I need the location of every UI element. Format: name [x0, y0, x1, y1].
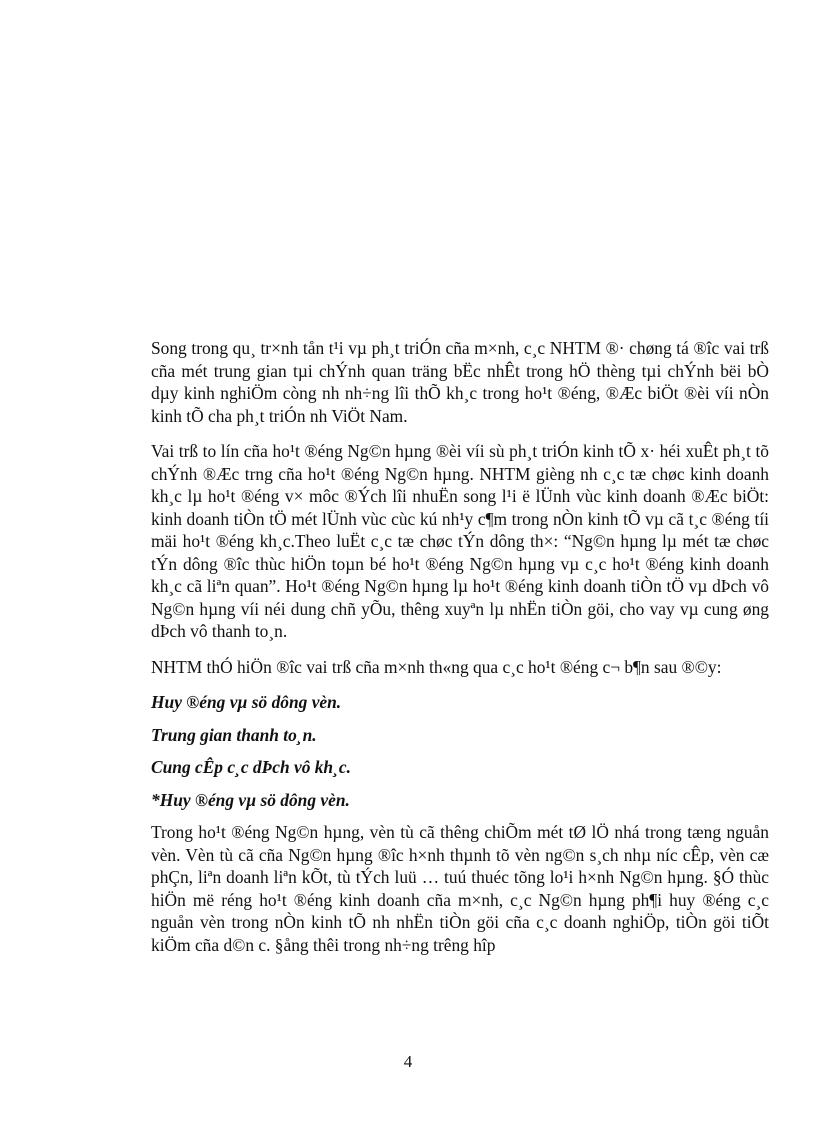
paragraph-4: Trong ho¹t ®éng Ng©n hµng, vèn tù cã thêng chiÕm mét tØ lÖ nhá trong tæng nguån vèn. Vèn tù cã cña Ng©n hµng ®îc h×nh thµnh tõ vèn ng©n s¸ch nhµ níc cÊp, vèn cæ phÇn, liªn doanh liªn kÕt, tù tÝch luü … tuú thuéc tõng lo¹i h×nh Ng©n hµng. §Ó thùc hiÖn më réng ho¹t ®éng kinh doanh cña m×nh, c¸c Ng©n hµng ph¶i huy ®éng c¸c nguån vèn trong nÒn kinh tÕ nh nhËn tiÒn göi cña c¸c doanh nghiÖp, tiÒn göi tiÕt kiÖm cña d©n c. §ång thêi trong nh÷ng trêng hîp — [151, 822, 769, 955]
page-number: 4 — [403, 1052, 413, 1071]
paragraph-3: NHTM thÓ hiÖn ®îc vai trß cña m×nh th«ng qua c¸c ho¹t ®éng c¬ b¶n sau ®©y: — [151, 656, 722, 677]
paragraph-1: Song trong qu¸ tr×nh tån t¹i vµ ph¸t triÓn cña m×nh, c¸c NHTM ®· chøng tá ®îc vai trß cña mét trung gian tµi chÝnh quan träng bËc nhÊt trong hÖ thèng tµi chÝnh bëi bÒ dµy kinh nghiÖm còng nh nh÷ng lîi thÕ kh¸c trong ho¹t ®éng, ®Æc biÖt ®èi víi nÒn kinh tÕ cha ph¸t triÓn nh ViÖt Nam. — [151, 338, 769, 426]
function-item-1: Huy ®éng vµ sö dông vèn. — [151, 692, 342, 712]
function-item-2: Trung gian thanh to¸n. — [151, 724, 317, 745]
function-item-3: Cung cÊp c¸c dÞch vô kh¸c. — [151, 757, 351, 777]
paragraph-2: Vai trß to lín cña ho¹t ®éng Ng©n hµng ®èi víi sù ph¸t triÓn kinh tÕ x· héi xuÊt ph¸t tõ chÝnh ®Æc trng cña ho¹t ®éng Ng©n hµng. NHTM gièng nh c¸c tæ chøc kinh doanh kh¸c lµ ho¹t ®éng v× môc ®Ých lîi nhuËn song l¹i ë lÜnh vùc kinh doanh ®Æc biÖt: kinh doanh tiÒn tÖ mét lÜnh vùc cùc kú nh¹y c¶m trong nÒn kinh tÕ vµ cã t¸c ®éng tíi mäi ho¹t ®éng kh¸c.Theo luËt c¸c tæ chøc tÝn dông th×: “Ng©n hµng lµ mét tæ chøc tÝn dông ®îc thùc hiÖn toµn bé ho¹t ®éng Ng©n hµng vµ c¸c ho¹t ®éng kinh doanh kh¸c cã liªn quan”. Ho¹t ®éng Ng©n hµng lµ ho¹t ®éng kinh doanh tiÒn tÖ vµ dÞch vô Ng©n hµng víi néi dung chñ yÕu, thêng xuyªn lµ nhËn tiÒn göi, cho vay vµ cung øng dÞch vô thanh to¸n. — [151, 441, 769, 641]
body-text — [151, 337, 769, 969]
section-heading: *Huy ®éng vµ sö dông vèn. — [151, 789, 350, 810]
